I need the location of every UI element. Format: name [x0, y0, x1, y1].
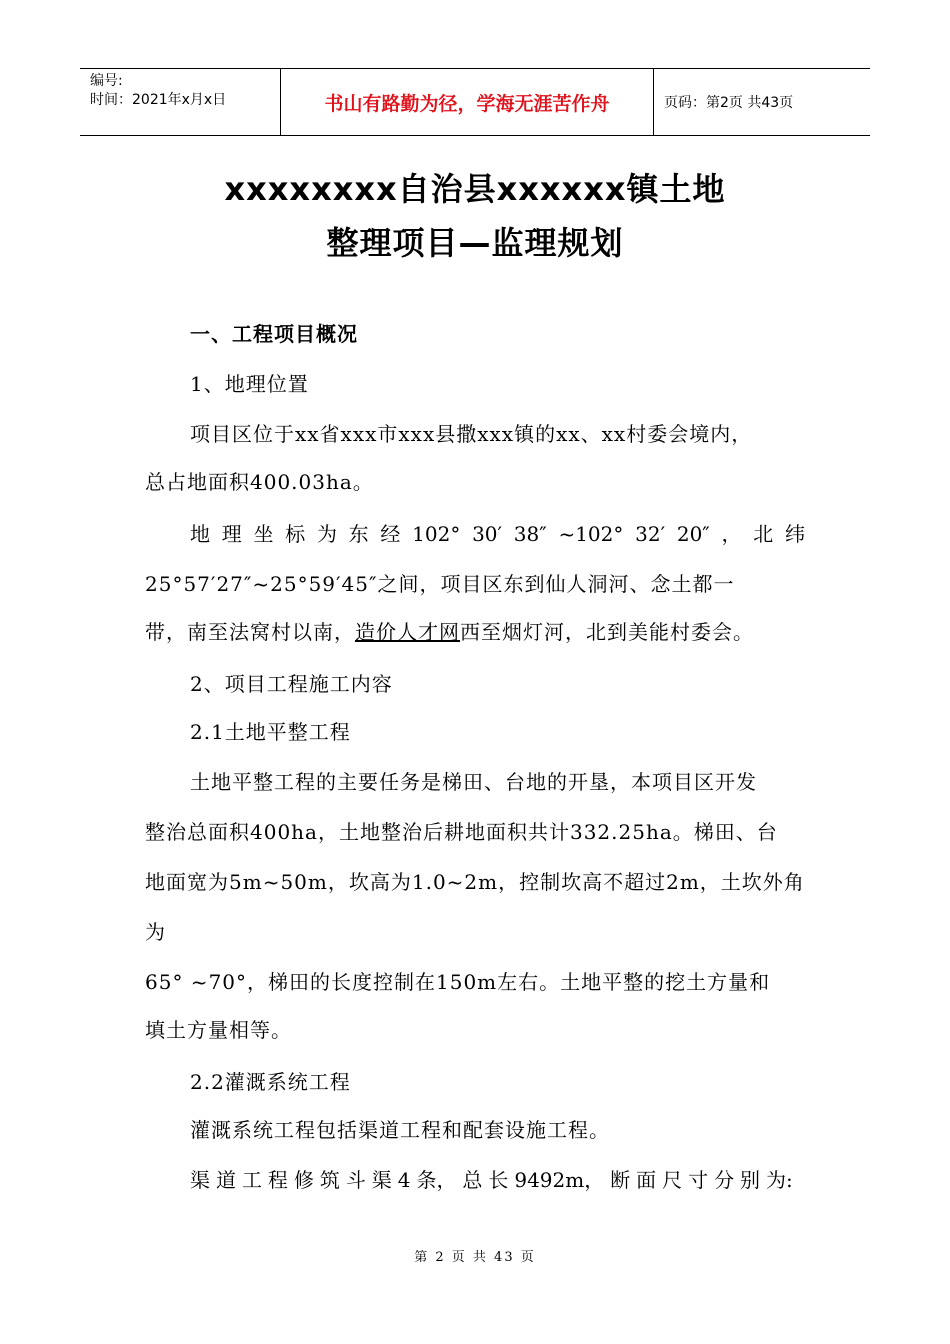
paragraph-word: 北: [753, 522, 774, 546]
paragraph-word: 坐: [253, 522, 274, 546]
paragraph-word: ~102°: [558, 522, 624, 546]
paragraph-line: 为: [145, 920, 166, 944]
paragraph-word: 长: [488, 1168, 509, 1192]
paragraph-line: [145, 618, 754, 646]
paragraph-word: 渠: [371, 1168, 392, 1192]
paragraph-word: 38″: [513, 522, 547, 546]
header-meta-cell: [80, 69, 281, 135]
page-footer: 第 2 页 共 43 页: [414, 1250, 536, 1265]
header-table: [80, 68, 870, 136]
paragraph-word: 纬: [784, 522, 805, 546]
paragraph-word: 道: [215, 1168, 236, 1192]
paragraph-word: 斗: [345, 1168, 366, 1192]
paragraph-word: 尺: [662, 1168, 683, 1192]
paragraph-word: 筑: [319, 1168, 340, 1192]
paragraph-word: 总: [462, 1168, 483, 1192]
paragraph-line: 灌溉系统工程包括渠道工程和配套设施工程。: [190, 1118, 610, 1142]
paragraph-word: 为:: [766, 1168, 793, 1192]
paragraph-word: 分: [714, 1168, 735, 1192]
paragraph-word: 标: [285, 522, 306, 546]
paragraph-line-justified: [190, 1166, 793, 1194]
subsection-heading: 1、地理位置: [190, 372, 309, 396]
header-page-info: 页码：第2页 共43页: [664, 95, 794, 111]
paragraph-word: 9492m，: [514, 1168, 605, 1192]
section-heading: 一、工程项目概况: [190, 322, 358, 346]
paragraph-word: 程: [267, 1168, 288, 1192]
paragraph-line: 整治总面积400ha，土地整治后耕地面积共计332.25ha。梯田、台: [145, 820, 778, 844]
paragraph-line: 地面宽为5m~50m，坎高为1.0~2m，控制坎高不超过2m，土坎外角: [145, 870, 805, 894]
document-title-line-1: xxxxxxxx自治县xxxxxx镇土地: [224, 170, 726, 208]
paragraph-word: 东: [348, 522, 369, 546]
header-motto: 书山有路勤为径，学海无涯苦作舟: [281, 69, 654, 135]
paragraph-line: 65° ~70°，梯田的长度控制在150m左右。土地平整的挖土方量和: [145, 970, 771, 994]
paragraph-word: 断: [610, 1168, 631, 1192]
paragraph-line-justified: [190, 520, 805, 548]
paragraph-word: 4: [397, 1168, 411, 1192]
paragraph-word: 别: [740, 1168, 761, 1192]
paragraph-line: 填土方量相等。: [145, 1018, 292, 1042]
paragraph-word: 30′: [472, 522, 503, 546]
document-number-label: 编号:: [90, 73, 123, 89]
paragraph-word: 工: [241, 1168, 262, 1192]
paragraph-word: 修: [293, 1168, 314, 1192]
document-title-line-2: 整理项目—监理规划: [326, 224, 624, 262]
document-date: 时间：2021年x月x日: [90, 92, 227, 108]
paragraph-word: 理: [221, 522, 242, 546]
paragraph-line: 项目区位于xx省xxx市xxx县撒xxx镇的xx、xx村委会境内，: [190, 422, 753, 446]
subsection-heading: 2.2灌溉系统工程: [190, 1070, 351, 1094]
paragraph-text: 西至烟灯河，北到美能村委会。: [460, 620, 754, 644]
paragraph-word: 寸: [688, 1168, 709, 1192]
subsection-heading: 2、项目工程施工内容: [190, 672, 393, 696]
paragraph-line: 25°57′27″~25°59′45″之间，项目区东到仙人洞河、念土都一: [145, 572, 735, 596]
paragraph-word: 条，: [416, 1168, 457, 1192]
paragraph-word: ，: [721, 522, 742, 546]
paragraph-word: 渠: [190, 1168, 210, 1192]
paragraph-line: 总占地面积400.03ha。: [145, 470, 374, 494]
paragraph-word: 102°: [412, 522, 461, 546]
website-link[interactable]: 造价人才网: [355, 620, 460, 644]
paragraph-word: 32′: [635, 522, 666, 546]
paragraph-word: 面: [636, 1168, 657, 1192]
subsection-heading: 2.1土地平整工程: [190, 720, 351, 744]
paragraph-text: 带，南至法窝村以南，: [145, 620, 355, 644]
paragraph-word: 20″: [676, 522, 710, 546]
paragraph-line: 土地平整工程的主要任务是梯田、台地的开垦，本项目区开发: [190, 770, 757, 794]
paragraph-word: 经: [380, 522, 401, 546]
paragraph-word: 地: [190, 522, 210, 546]
paragraph-word: 为: [316, 522, 337, 546]
